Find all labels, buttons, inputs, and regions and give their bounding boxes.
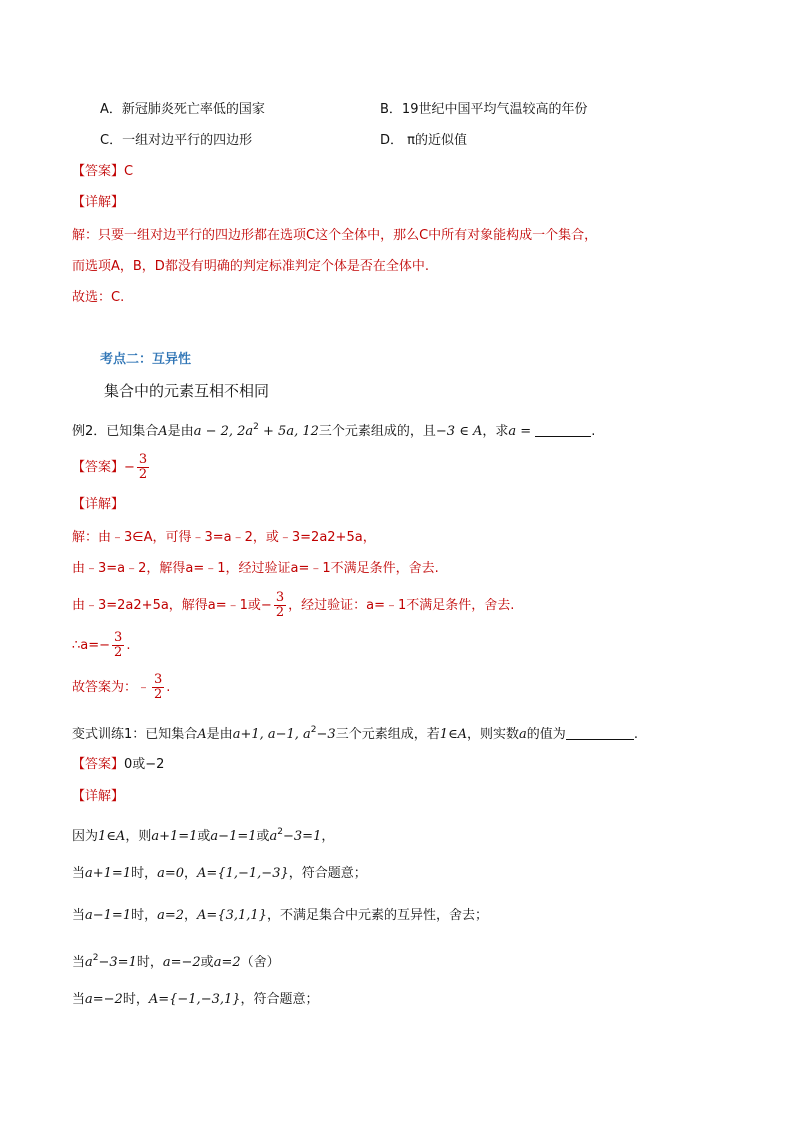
answer-label: 【答案】 bbox=[72, 757, 125, 772]
math-expression: A={1,−1,−3} bbox=[197, 866, 289, 881]
solution-text: 当 bbox=[72, 955, 86, 970]
var1-solution-line-5 bbox=[72, 990, 319, 1010]
ex1-solution-line-2: 而选项A，B，D都没有明确的判定标准判定个体是否在全体中. bbox=[72, 259, 429, 274]
solution-text: ，则 bbox=[125, 829, 152, 844]
var1-solution-line-3 bbox=[72, 906, 488, 926]
solution-text: 当 bbox=[72, 866, 86, 881]
fraction bbox=[274, 591, 286, 620]
denominator: 2 bbox=[154, 687, 163, 702]
math-expression: a=2 bbox=[157, 908, 185, 923]
question-text: 三个元素组成，若 bbox=[335, 727, 440, 742]
ex2-answer bbox=[72, 452, 151, 484]
question-text: 三个元素组成的，且 bbox=[318, 424, 436, 439]
question-text: . bbox=[633, 727, 638, 742]
math-expression: a bbox=[269, 829, 278, 844]
section-subtitle: 集合中的元素互相不相同 bbox=[104, 382, 270, 400]
math-expression: a=−2 bbox=[85, 992, 123, 1007]
set-symbol: A bbox=[158, 424, 168, 439]
numerator: 3 bbox=[154, 672, 163, 687]
math-expression: a+1, a−1, a bbox=[232, 727, 311, 742]
solution-text: 故答案为：﹣ bbox=[72, 680, 151, 695]
var1-solution-line-1: 因为1∈A，则a+1=1或a−1=1或$a^2-3=1$， bbox=[72, 827, 335, 844]
answer-sign: − bbox=[124, 460, 135, 475]
solution-text: ，符合题意； bbox=[240, 992, 319, 1007]
solution-text: ，符合题意； bbox=[288, 866, 367, 881]
math-expression: 1∈A bbox=[98, 829, 126, 844]
math-expression: + 5a, 12 bbox=[258, 424, 319, 439]
ex2-solution-line-5 bbox=[72, 672, 170, 704]
solution-text: ， bbox=[321, 829, 335, 844]
math-expression: a+1=1 bbox=[151, 829, 198, 844]
detail-label: 【详解】 bbox=[72, 497, 125, 512]
numerator: 3 bbox=[138, 452, 148, 467]
solution-text: ∴a=− bbox=[72, 638, 111, 653]
question-text: ，则实数 bbox=[467, 727, 520, 742]
detail-label: 【详解】 bbox=[72, 789, 125, 804]
question-text: 是由 bbox=[206, 727, 233, 742]
ex2-solution-line-3 bbox=[72, 590, 514, 622]
answer-blank bbox=[566, 725, 634, 740]
option-d: D． π的近似值 bbox=[380, 133, 467, 148]
math-expression: a−1=1 bbox=[210, 829, 257, 844]
numerator: 3 bbox=[114, 630, 123, 645]
option-a: A．新冠肺炎死亡率低的国家 bbox=[100, 102, 265, 117]
answer-value: C bbox=[124, 164, 134, 179]
question-text: 的值为 bbox=[526, 727, 566, 742]
math-expression: A={3,1,1} bbox=[197, 908, 267, 923]
solution-text: 由﹣3=2a2+5a，解得a=﹣1或− bbox=[72, 598, 272, 613]
math-expression: a=0 bbox=[157, 866, 185, 881]
ex2-solution-line-2: 由﹣3=a﹣2，解得a=﹣1，经过验证a=﹣1不满足条件，舍去. bbox=[72, 561, 439, 576]
section-title: 考点二：互异性 bbox=[100, 352, 192, 367]
question-text: 是由 bbox=[167, 424, 194, 439]
var1-solution-line-4: 当$a^2-3=1$时，a=−2或a=2（舍） bbox=[72, 953, 280, 970]
solution-text: ，不满足集合中元素的互异性，舍去； bbox=[266, 908, 488, 923]
ex2-question: 例2．已知集合A是由a − 2, $2a^2 + 5a$, 12三个元素组成的，且−3 ∈ A，求a = . bbox=[72, 422, 596, 439]
answer-value: 0或−2 bbox=[124, 757, 165, 772]
answer-label: 【答案】 bbox=[72, 460, 125, 475]
fraction bbox=[152, 673, 164, 702]
solution-text: 时， bbox=[131, 908, 158, 923]
denominator: 2 bbox=[114, 645, 123, 660]
question-text: 例2．已知集合 bbox=[72, 424, 159, 439]
solution-text: 或 bbox=[200, 955, 214, 970]
math-expression: −3 ∈ A bbox=[435, 424, 483, 439]
math-expression: −3 bbox=[316, 727, 336, 742]
math-expression: a−1=1 bbox=[85, 908, 132, 923]
solution-text: ， bbox=[184, 866, 198, 881]
math-expression: 1∈A bbox=[439, 727, 468, 742]
denominator: 2 bbox=[275, 605, 285, 620]
ex1-answer bbox=[72, 162, 133, 182]
denominator: 2 bbox=[138, 467, 148, 482]
math-expression: a = bbox=[508, 424, 532, 439]
fraction bbox=[112, 631, 124, 660]
math-expression: a+1=1 bbox=[85, 866, 132, 881]
question-text: ，求 bbox=[482, 424, 509, 439]
detail-label: 【详解】 bbox=[72, 195, 125, 210]
answer-fraction bbox=[137, 453, 149, 482]
solution-text: 或 bbox=[256, 829, 270, 844]
solution-text: ， bbox=[184, 908, 198, 923]
math-expression: a bbox=[85, 955, 93, 970]
solution-text: （舍） bbox=[240, 955, 280, 970]
math-expression: a=2 bbox=[213, 955, 241, 970]
math-expression: a=−2 bbox=[162, 955, 201, 970]
var1-question: 变式训练1：已知集合A是由a+1, a−1, $a^2-3$三个元素组成，若1∈A，则实数a的值为 . bbox=[72, 725, 638, 742]
solution-text: 时， bbox=[136, 955, 163, 970]
question-text: . bbox=[591, 424, 596, 439]
solution-text: . bbox=[166, 680, 171, 695]
var1-solution-line-2 bbox=[72, 864, 367, 884]
solution-text: 时， bbox=[131, 866, 158, 881]
option-c: C．一组对边平行的四边形 bbox=[100, 133, 253, 148]
solution-text: 因为 bbox=[72, 829, 99, 844]
solution-text: ，经过验证：a=﹣1不满足条件，舍去. bbox=[288, 598, 515, 613]
math-expression: a − 2, 2a bbox=[193, 424, 254, 439]
ex2-solution-line-4 bbox=[72, 630, 130, 662]
answer-blank bbox=[535, 422, 591, 437]
solution-text: 时， bbox=[122, 992, 149, 1007]
answer-label: 【答案】 bbox=[72, 164, 125, 179]
set-symbol: A bbox=[197, 727, 207, 742]
ex2-solution-line-1: 解：由﹣3∈A，可得﹣3=a﹣2，或﹣3=2a2+5a， bbox=[72, 530, 376, 545]
solution-text: 或 bbox=[197, 829, 211, 844]
ex1-solution-line-3: 故选：C. bbox=[72, 290, 125, 305]
ex1-solution-line-1: 解：只要一组对边平行的四边形都在选项C这个全体中，那么C中所有对象能构成一个集合， bbox=[72, 228, 598, 243]
math-expression: −3=1 bbox=[283, 829, 322, 844]
var1-answer bbox=[72, 755, 164, 775]
math-expression: A={−1,−3,1} bbox=[148, 992, 241, 1007]
numerator: 3 bbox=[275, 590, 285, 605]
math-expression: a bbox=[519, 727, 527, 742]
solution-text: . bbox=[126, 638, 131, 653]
solution-text: 当 bbox=[72, 908, 86, 923]
question-text: 变式训练1：已知集合 bbox=[72, 727, 198, 742]
math-expression: −3=1 bbox=[98, 955, 137, 970]
solution-text: 当 bbox=[72, 992, 86, 1007]
option-b: B．19世纪中国平均气温较高的年份 bbox=[380, 102, 588, 117]
